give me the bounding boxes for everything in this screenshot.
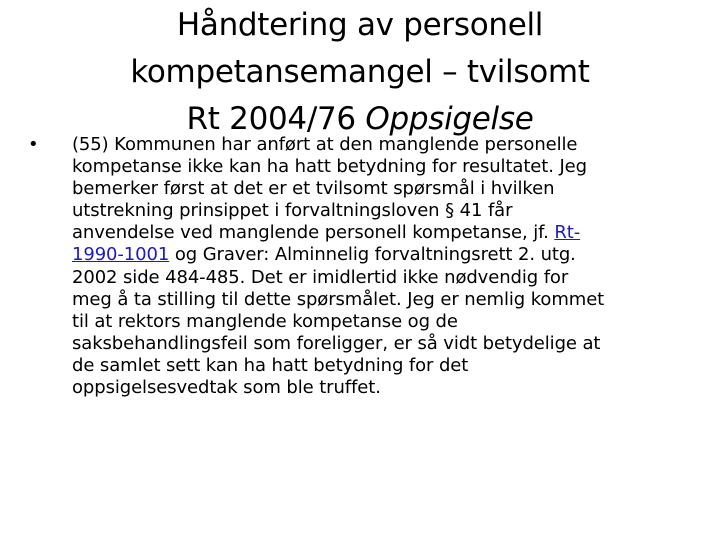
- text-line-5: [72, 222, 698, 244]
- body-list: [28, 134, 698, 399]
- title-line-2: kompetansemangel – tvilsomt: [130, 54, 590, 90]
- text-line-3: bemerker først at det er et tvilsomt spørsmål i hvilken: [72, 178, 555, 200]
- text-line-11: de samlet sett kan ha hatt betydning for det: [72, 354, 469, 376]
- text-line-2: kompetanse ikke kan ha hatt betydning for resultatet. Jeg: [72, 156, 587, 178]
- text-line-10: saksbehandlingsfeil som foreligger, er så vidt betydelige at: [72, 332, 601, 354]
- case-link-start[interactable]: Rt-: [554, 222, 581, 244]
- bullet-item: [28, 134, 698, 399]
- text-line-4: utstrekning prinsippet i forvaltningsloven § 41 får: [72, 200, 513, 222]
- text-line-6-after-link: og Graver: Alminnelig forvaltningsrett 2. utg.: [169, 244, 576, 266]
- text-line-12: oppsigelsesvedtak som ble truffet.: [72, 377, 381, 399]
- text-line-1: (55) Kommunen har anført at den manglende personelle: [72, 134, 578, 155]
- case-link-end[interactable]: 1990-1001: [72, 244, 170, 266]
- title-line-1: Håndtering av personell: [176, 7, 544, 43]
- text-line-8: meg å ta stilling til dette spørsmålet. Jeg er nemlig kommet: [72, 288, 605, 310]
- text-line-6: [72, 244, 698, 266]
- text-line-5-before-link: anvendelse ved manglende personell kompetanse, jf.: [72, 222, 555, 244]
- slide-title: [60, 2, 660, 143]
- bullet-icon: •: [28, 134, 39, 155]
- title-case-type: Oppsigelse: [365, 101, 534, 137]
- title-case-reference: Rt 2004/76: [186, 101, 366, 137]
- text-line-9: til at rektors manglende kompetanse og de: [72, 310, 458, 332]
- text-line-7: 2002 side 484-485. Det er imidlertid ikke nødvendig for: [72, 266, 569, 288]
